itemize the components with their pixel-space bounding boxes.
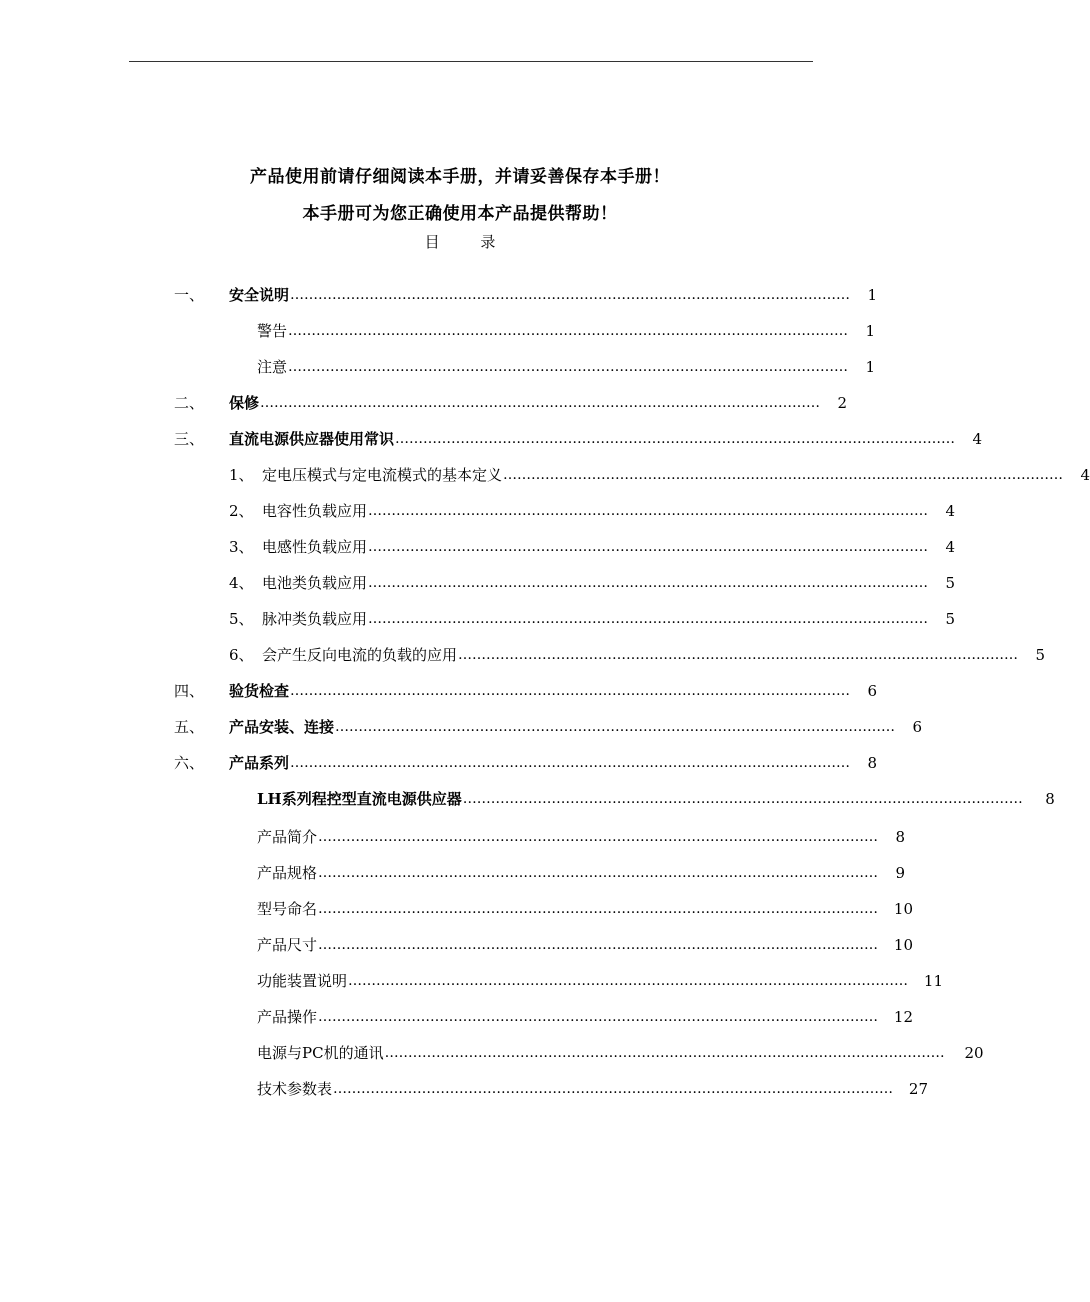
toc-entry-page: 1	[865, 322, 876, 340]
toc-entry-label: 保修	[229, 394, 260, 412]
toc-entry[interactable]	[174, 392, 848, 414]
toc-entry-number: 一、	[174, 286, 205, 304]
toc-entry[interactable]	[174, 356, 876, 378]
toc-entry[interactable]	[257, 1042, 984, 1064]
toc-entry-label: 注意	[257, 358, 288, 376]
toc-entry[interactable]	[229, 536, 956, 558]
toc-entry[interactable]	[257, 934, 914, 956]
toc-entry[interactable]	[257, 788, 1055, 810]
toc-entry[interactable]	[174, 752, 878, 774]
toc-entry-page: 5	[1035, 646, 1046, 664]
toc-entry-page: 8	[1045, 790, 1055, 808]
toc-entry-label: 电容性负载应用	[262, 502, 368, 520]
toc-entry[interactable]	[229, 608, 956, 630]
toc-entry-label: LH系列程控型直流电源供应器	[257, 790, 462, 808]
toc-entry-label: 产品操作	[257, 1008, 318, 1026]
toc-entry-page: 10	[893, 900, 914, 918]
toc-entry[interactable]	[257, 862, 906, 884]
toc-title: 目 录	[424, 233, 514, 251]
toc-leader: …………………………………………………………………………………………………………	[368, 539, 929, 555]
toc-entry[interactable]	[174, 428, 983, 450]
toc-entry-page: 4	[945, 538, 956, 556]
toc-leader: …………………………………………………………………………………………………………	[333, 1081, 894, 1097]
toc-leader: …………………………………………………………………………………………………………	[318, 937, 879, 953]
toc-leader: …………………………………………………………………………………………………………	[348, 973, 909, 989]
toc-entry[interactable]	[257, 1006, 914, 1028]
toc-entry-page: 20	[964, 1044, 984, 1062]
toc-entry-label: 定电压模式与定电流模式的基本定义	[262, 466, 503, 484]
toc-entry-page: 8	[867, 754, 878, 772]
toc-entry-page: 12	[893, 1008, 914, 1026]
toc-entry[interactable]	[174, 680, 878, 702]
toc-leader: …………………………………………………………………………………………………………	[384, 1045, 945, 1061]
toc-entry-label: 脉冲类负载应用	[262, 610, 368, 628]
toc-entry-page: 4	[945, 502, 956, 520]
toc-entry-number: 四、	[174, 682, 205, 700]
toc-entry-page: 6	[912, 718, 923, 736]
toc-entry-number: 六、	[174, 754, 205, 772]
toc-leader: …………………………………………………………………………………………………………	[290, 287, 851, 303]
toc-leader: …………………………………………………………………………………………………………	[290, 755, 851, 771]
toc-entry-number: 4、	[229, 574, 254, 592]
toc-leader: …………………………………………………………………………………………………………	[395, 431, 956, 447]
toc-entry-number: 二、	[174, 394, 205, 412]
toc-entry[interactable]	[229, 644, 1046, 666]
toc-entry-page: 8	[895, 828, 906, 846]
toc-entry-label: 产品尺寸	[257, 936, 318, 954]
toc-entry-page: 1	[867, 286, 878, 304]
toc-entry-number: 1、	[229, 466, 254, 484]
toc-entry-label: 产品安装、连接	[229, 718, 335, 736]
toc-entry-number: 五、	[174, 718, 205, 736]
notice-line-2: 本手册可为您正确使用本产品提供帮助！	[302, 204, 618, 224]
toc-entry-page: 11	[923, 972, 944, 990]
toc-leader: …………………………………………………………………………………………………………	[503, 467, 1064, 483]
toc-entry-page: 5	[945, 574, 956, 592]
toc-entry-page: 1	[865, 358, 876, 376]
toc-entry-label: 电池类负载应用	[262, 574, 368, 592]
toc-leader: …………………………………………………………………………………………………………	[368, 503, 929, 519]
toc-entry-number: 5、	[229, 610, 254, 628]
toc-entry-page: 4	[1080, 466, 1090, 484]
toc-leader: …………………………………………………………………………………………………………	[368, 611, 929, 627]
toc-entry-page: 4	[972, 430, 983, 448]
toc-entry-label: 警告	[257, 322, 288, 340]
toc-entry-number: 三、	[174, 430, 205, 448]
toc-leader: …………………………………………………………………………………………………………	[290, 683, 851, 699]
toc-leader: …………………………………………………………………………………………………………	[318, 901, 879, 917]
toc-entry-page: 6	[867, 682, 878, 700]
toc-entry-page: 27	[908, 1080, 929, 1098]
toc-leader: …………………………………………………………………………………………………………	[335, 719, 896, 735]
toc-leader: …………………………………………………………………………………………………………	[462, 791, 1023, 807]
toc-leader: …………………………………………………………………………………………………………	[288, 359, 849, 375]
toc-entry[interactable]	[257, 898, 914, 920]
toc-leader: …………………………………………………………………………………………………………	[318, 1009, 879, 1025]
toc-leader: …………………………………………………………………………………………………………	[288, 323, 849, 339]
toc-leader: …………………………………………………………………………………………………………	[318, 829, 879, 845]
toc-entry-label: 产品规格	[257, 864, 318, 882]
toc-entry-label: 电源与PC机的通讯	[257, 1044, 384, 1062]
toc-entry-number: 6、	[229, 646, 254, 664]
toc-entry[interactable]	[174, 716, 923, 738]
toc-entry-label: 功能装置说明	[257, 972, 348, 990]
toc-entry[interactable]	[257, 970, 944, 992]
toc-leader: …………………………………………………………………………………………………………	[368, 575, 929, 591]
toc-entry-label: 验货检查	[229, 682, 290, 700]
toc-entry-page: 10	[893, 936, 914, 954]
toc-entry[interactable]	[174, 284, 878, 306]
toc-entry[interactable]	[229, 572, 956, 594]
toc-entry-label: 直流电源供应器使用常识	[229, 430, 395, 448]
toc-leader: …………………………………………………………………………………………………………	[260, 395, 821, 411]
toc-entry[interactable]	[257, 1078, 929, 1100]
toc-entry-number: 2、	[229, 502, 254, 520]
toc-entry-label: 产品系列	[229, 754, 290, 772]
toc-entry-number: 3、	[229, 538, 254, 556]
toc-leader: …………………………………………………………………………………………………………	[318, 865, 879, 881]
toc-entry-page: 2	[837, 394, 848, 412]
toc-entry-label: 安全说明	[229, 286, 290, 304]
toc-entry-label: 会产生反向电流的负载的应用	[262, 646, 458, 664]
toc-entry[interactable]	[174, 320, 876, 342]
toc-entry[interactable]	[257, 826, 906, 848]
toc-entry-label: 产品简介	[257, 828, 318, 846]
toc-entry-page: 5	[945, 610, 956, 628]
toc-entry-label: 技术参数表	[257, 1080, 333, 1098]
toc-entry[interactable]	[229, 500, 956, 522]
toc-leader: …………………………………………………………………………………………………………	[458, 647, 1019, 663]
toc-entry-label: 电感性负载应用	[262, 538, 368, 556]
toc-entry[interactable]	[229, 464, 1090, 486]
toc-entry-label: 型号命名	[257, 900, 318, 918]
toc-entry-page: 9	[895, 864, 906, 882]
notice-line-1: 产品使用前请仔细阅读本手册，并请妥善保存本手册！	[250, 167, 670, 187]
